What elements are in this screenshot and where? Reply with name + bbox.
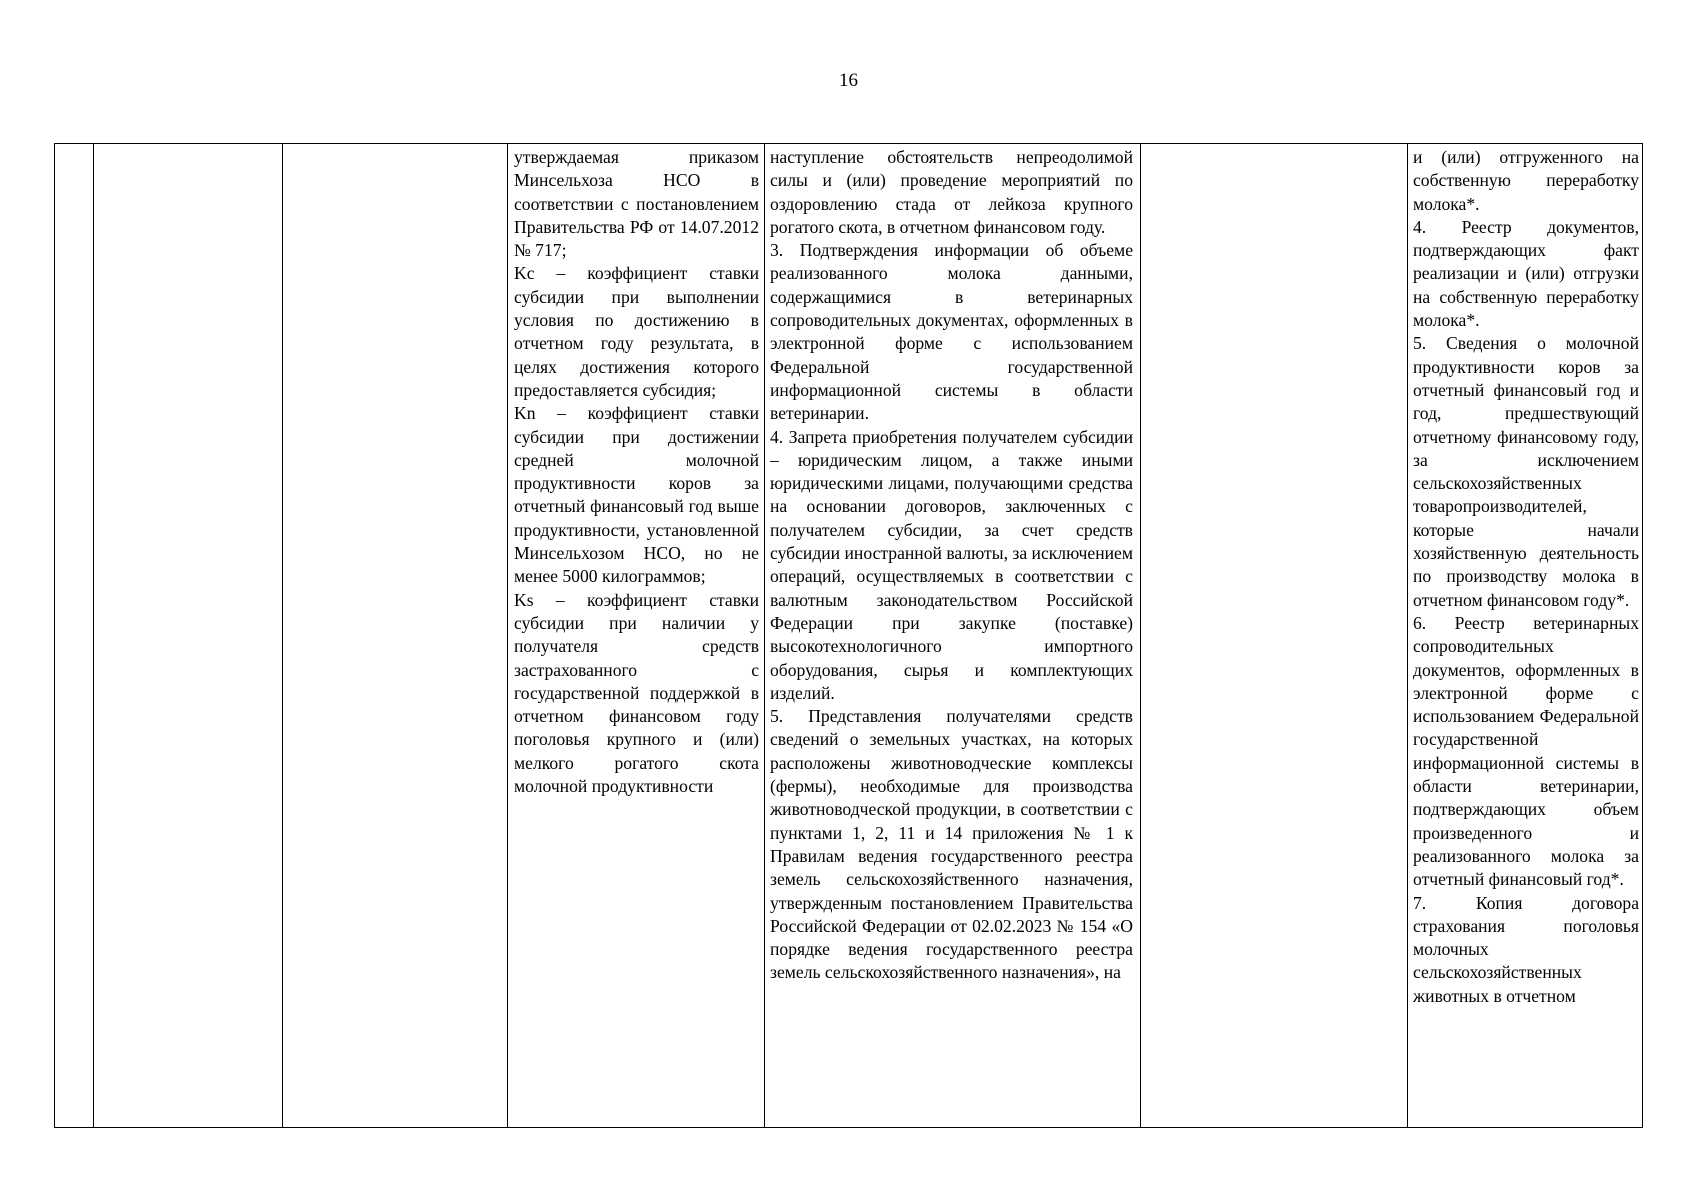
column-divider xyxy=(93,144,94,1127)
column-divider xyxy=(1407,144,1408,1127)
column-divider xyxy=(1140,144,1141,1127)
page-number: 16 xyxy=(839,70,858,91)
cell-paragraph: Kc – коэффициент ставки субсидии при выполнении условия по достижению в отчетном году результата, в целях достижения которого предоставляется субсидия; xyxy=(514,263,759,400)
cell-paragraph: 4. Запрета приобретения получателем субсидии – юридическим лицом, а также иными юридическими лицами, получающими средства на основании договоров, заключенных с получателем субсидии, за счет средств субсидии иностранной валюты, за исключением операций, осуществляемых в соответствии с валютным законодательством Российской Федерации при закупке (поставке) высокотехнологичного импортного оборудования, сырья и комплектующих изделий. xyxy=(770,426,1133,703)
cell-paragraph: наступление обстоятельств непреодолимой силы и (или) проведение мероприятий по оздоровлению стада от лейкоза крупного рогатого скота, в отчетном финансовом году. xyxy=(770,147,1133,237)
cell-paragraph: и (или) отгруженного на собственную переработку молока*. xyxy=(1413,147,1639,214)
document-table xyxy=(54,143,1643,1128)
cell-paragraph: 5. Представления получателями средств сведений о земельных участках, на которых расположены животноводческие комплексы (фермы), необходимые для производства животноводческой продукции, в соответствии с пунктами 1, 2, 11 и 14 приложения № 1 к Правилам ведения государственного реестра земель сельскохозяйственного назначения, утвержденным постановлением Правительства Российской Федерации от 02.02.2023 № 154 «О порядке ведения государственного реестра земель сельскохозяйственного назначения», на xyxy=(770,706,1133,983)
column-divider xyxy=(507,144,508,1127)
cell-paragraph: 3. Подтверждения информации об объеме реализованного молока данными, содержащимися в ветеринарных сопроводительных документах, оформленных в электронной форме с использованием Федеральной государственной информационной системы в области ветеринарии. xyxy=(770,240,1133,424)
column-divider xyxy=(764,144,765,1127)
table-cell-documents xyxy=(1413,146,1639,1008)
cell-paragraph: 7. Копия договора страхования поголовья молочных сельскохозяйственных животных в отчетном xyxy=(1413,892,1639,1006)
cell-paragraph: Ks – коэффициент ставки субсидии при наличии у получателя средств застрахованного с государственной поддержкой в отчетном финансовом году поголовья крупного и (или) мелкого рогатого скота молочной продуктивности xyxy=(514,589,759,797)
cell-paragraph: Kn – коэффициент ставки субсидии при достижении средней молочной продуктивности коров за отчетный финансовый год выше продуктивности, установленной Минсельхозом НСО, но не менее 5000 килограммов; xyxy=(514,403,759,587)
table-cell-conditions xyxy=(770,146,1133,985)
cell-paragraph: 4. Реестр документов, подтверждающих факт реализации и (или) отгрузки на собственную переработку молока*. xyxy=(1413,216,1639,331)
table-cell-formula-terms xyxy=(514,146,759,798)
column-divider xyxy=(282,144,283,1127)
cell-paragraph: 5. Сведения о молочной продуктивности коров за отчетный финансовый год и год, предшествующий отчетному финансовому году, за исключением сельскохозяйственных товаропроизводителей, которые начали хозяйственную деятельность по производству молока в отчетном финансовом году*. xyxy=(1413,333,1639,610)
cell-paragraph: утверждаемая приказом Минсельхоза НСО в соответствии с постановлением Правительства РФ от 14.07.2012 № 717; xyxy=(514,147,759,261)
cell-paragraph: 6. Реестр ветеринарных сопроводительных документов, оформленных в электронной форме с использованием Федеральной государственной информационной системы в области ветеринарии, подтверждающих объем произведенного и реализованного молока за отчетный финансовый год*. xyxy=(1413,612,1639,890)
